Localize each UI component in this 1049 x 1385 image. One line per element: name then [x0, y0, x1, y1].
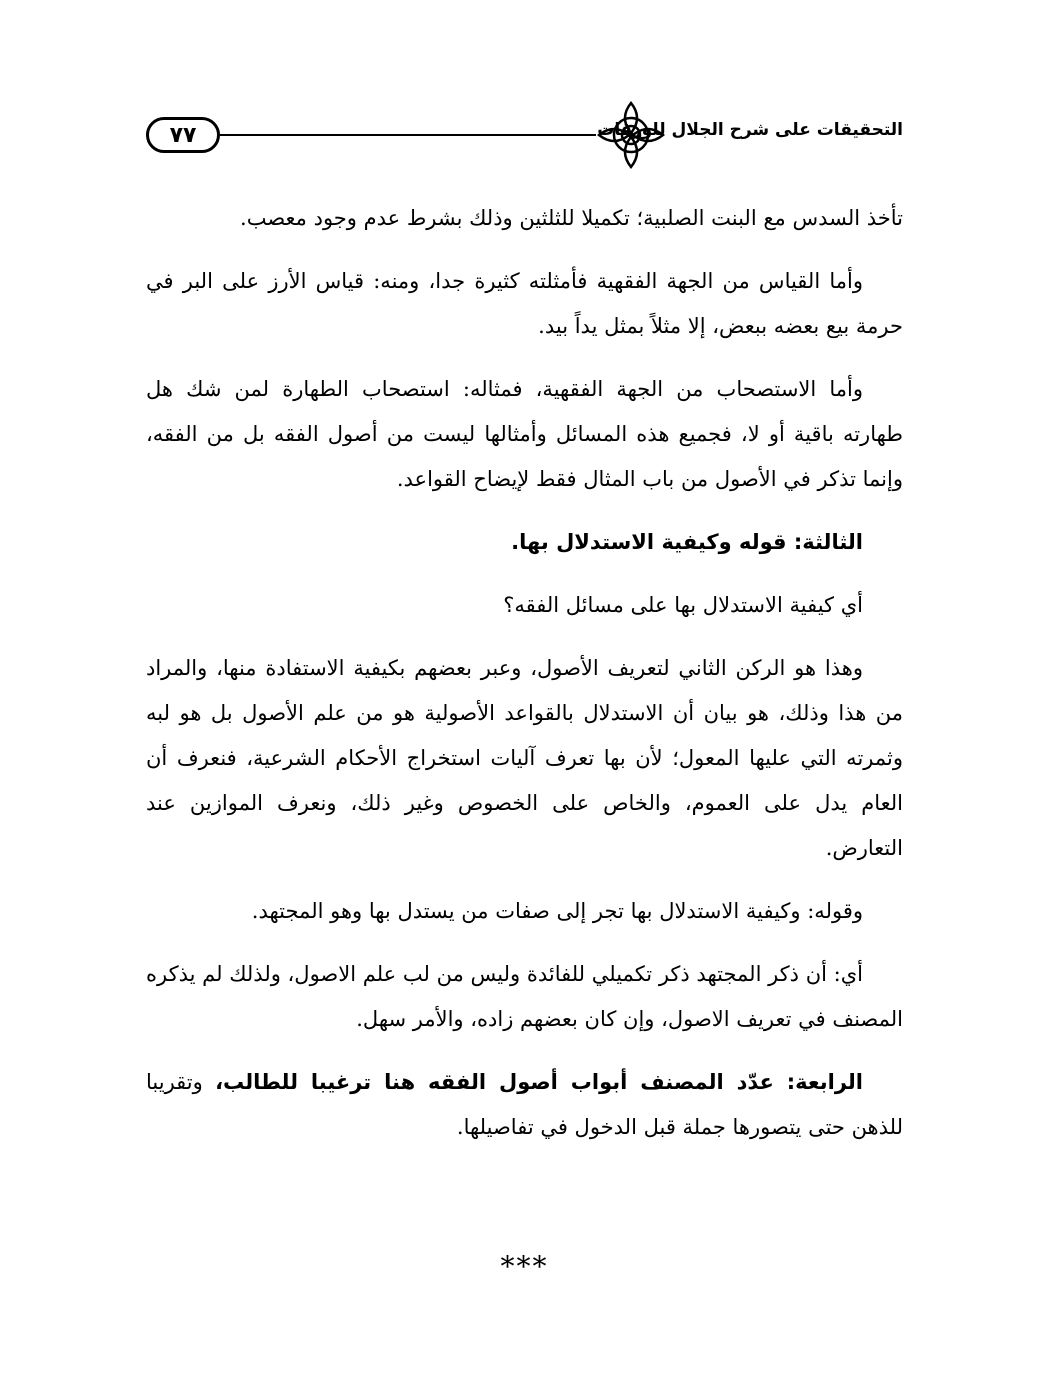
- book-title: التحقيقات على شرح الجلال للورقات: [597, 120, 903, 140]
- paragraph: أي: أن ذكر المجتهد ذكر تكميلي للفائدة وليس من لب علم الاصول، ولذلك لم يذكره المصنف في تعريف الاصول، وإن كان بعضهم زاده، والأمر سهل.: [146, 962, 903, 1031]
- paragraph: تأخذ السدس مع البنت الصلبية؛ تكميلا للثلثين وذلك بشرط عدم وجود معصب.: [240, 206, 903, 230]
- running-header: [146, 100, 903, 172]
- section-heading: الثالثة: قوله وكيفية الاستدلال بها.: [511, 530, 863, 554]
- paragraph-text: وتقريبا للذهن حتى يتصورها جملة قبل الدخول في تفاصيلها.: [146, 1070, 903, 1139]
- header-rule: [220, 134, 596, 136]
- page-number: ٧٧: [146, 117, 220, 153]
- paragraph: وأما الاستصحاب من الجهة الفقهية، فمثاله: استصحاب الطهارة لمن شك هل طهارته باقية أو لا، فجميع هذه المسائل وأمثالها ليست من أصول الفقه بل من الفقه، وإنما تذكر في الأصول من باب المثال فقط لإيضاح القواعد.: [146, 377, 903, 491]
- paragraph: [146, 1060, 903, 1150]
- paragraph: وقوله: وكيفية الاستدلال بها تجر إلى صفات من يستدل بها وهو المجتهد.: [251, 899, 863, 923]
- page-body: [146, 196, 903, 1168]
- paragraph: وأما القياس من الجهة الفقهية فأمثلته كثيرة جدا، ومنه: قياس الأرز على البر في حرمة بيع بعضه ببعض، إلا مثلاً بمثل يداً بيد.: [146, 269, 903, 338]
- bold-lead-in: الرابعة: عدّد المصنف أبواب أصول الفقه هنا ترغيبا للطالب،: [215, 1070, 863, 1094]
- section-separator: ***: [500, 1250, 549, 1283]
- paragraph: أي كيفية الاستدلال بها على مسائل الفقه؟: [503, 593, 863, 617]
- paragraph: وهذا هو الركن الثاني لتعريف الأصول، وعبر بعضهم بكيفية الاستفادة منها، والمراد من هذا وذلك، هو بيان أن الاستدلال بالقواعد الأصولية هو من علم الأصول بل هو لبه وثمرته التي عليها المعول؛ لأن بها تعرف آليات استخراج الأحكام الشرعية، فنعرف أن العام يدل على العموم، والخاص على الخصوص وغير ذلك، ونعرف الموازين عند التعارض.: [146, 656, 903, 860]
